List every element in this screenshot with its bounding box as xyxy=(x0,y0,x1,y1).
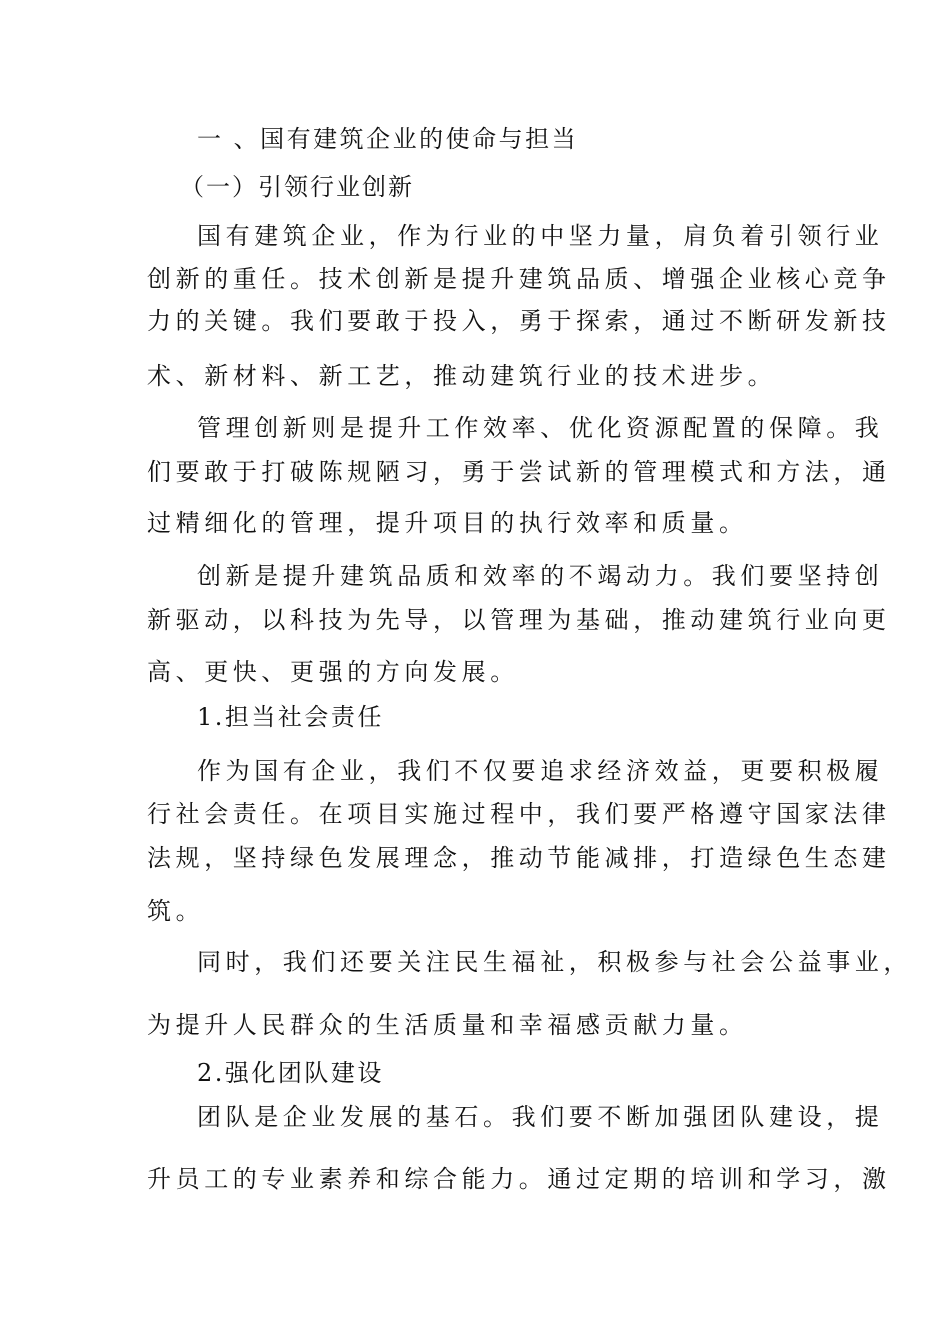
paragraph-line: 法规，坚持绿色发展理念，推动节能减排，打造绿色生态建 xyxy=(147,844,891,872)
paragraph-line: 作为国有企业，我们不仅要追求经济效益，更要积极履 xyxy=(197,757,884,785)
paragraph-line: 管理创新则是提升工作效率、优化资源配置的保障。我 xyxy=(197,414,884,442)
paragraph-line: 行社会责任。在项目实施过程中，我们要严格遵守国家法律 xyxy=(147,800,891,828)
paragraph-line: 过精细化的管理，提升项目的执行效率和质量。 xyxy=(147,509,748,537)
paragraph-line: 团队是企业发展的基石。我们要不断加强团队建设，提 xyxy=(197,1103,884,1131)
paragraph-line: 筑。 xyxy=(147,897,205,925)
paragraph-line: 升员工的专业素养和综合能力。通过定期的培训和学习，激 xyxy=(147,1165,891,1193)
paragraph-line: 力的关键。我们要敢于投入，勇于探索，通过不断研发新技 xyxy=(147,307,891,335)
paragraph-line: 创新的重任。技术创新是提升建筑品质、增强企业核心竞争 xyxy=(147,265,891,293)
paragraph-line: 国有建筑企业，作为行业的中坚力量，肩负着引领行业 xyxy=(197,222,884,250)
paragraph-line: 新驱动，以科技为先导，以管理为基础，推动建筑行业向更 xyxy=(147,606,891,634)
section-heading: 一 、国有建筑企业的使命与担当 xyxy=(197,125,579,153)
paragraph-line: 创新是提升建筑品质和效率的不竭动力。我们要坚持创 xyxy=(197,562,884,590)
paragraph-line: 同时，我们还要关注民生福祉，积极参与社会公益事业， xyxy=(197,948,912,976)
paragraph-line: 们要敢于打破陈规陋习，勇于尝试新的管理模式和方法，通 xyxy=(147,458,891,486)
paragraph-line: 为提升人民群众的生活质量和幸福感贡献力量。 xyxy=(147,1011,748,1039)
paragraph-line: 高、更快、更强的方向发展。 xyxy=(147,658,519,686)
subsection-heading: （一）引领行业创新 xyxy=(180,173,414,201)
numbered-heading: 2.强化团队建设 xyxy=(197,1059,384,1087)
paragraph-line: 术、新材料、新工艺，推动建筑行业的技术进步。 xyxy=(147,362,777,390)
numbered-heading: 1.担当社会责任 xyxy=(197,703,384,731)
